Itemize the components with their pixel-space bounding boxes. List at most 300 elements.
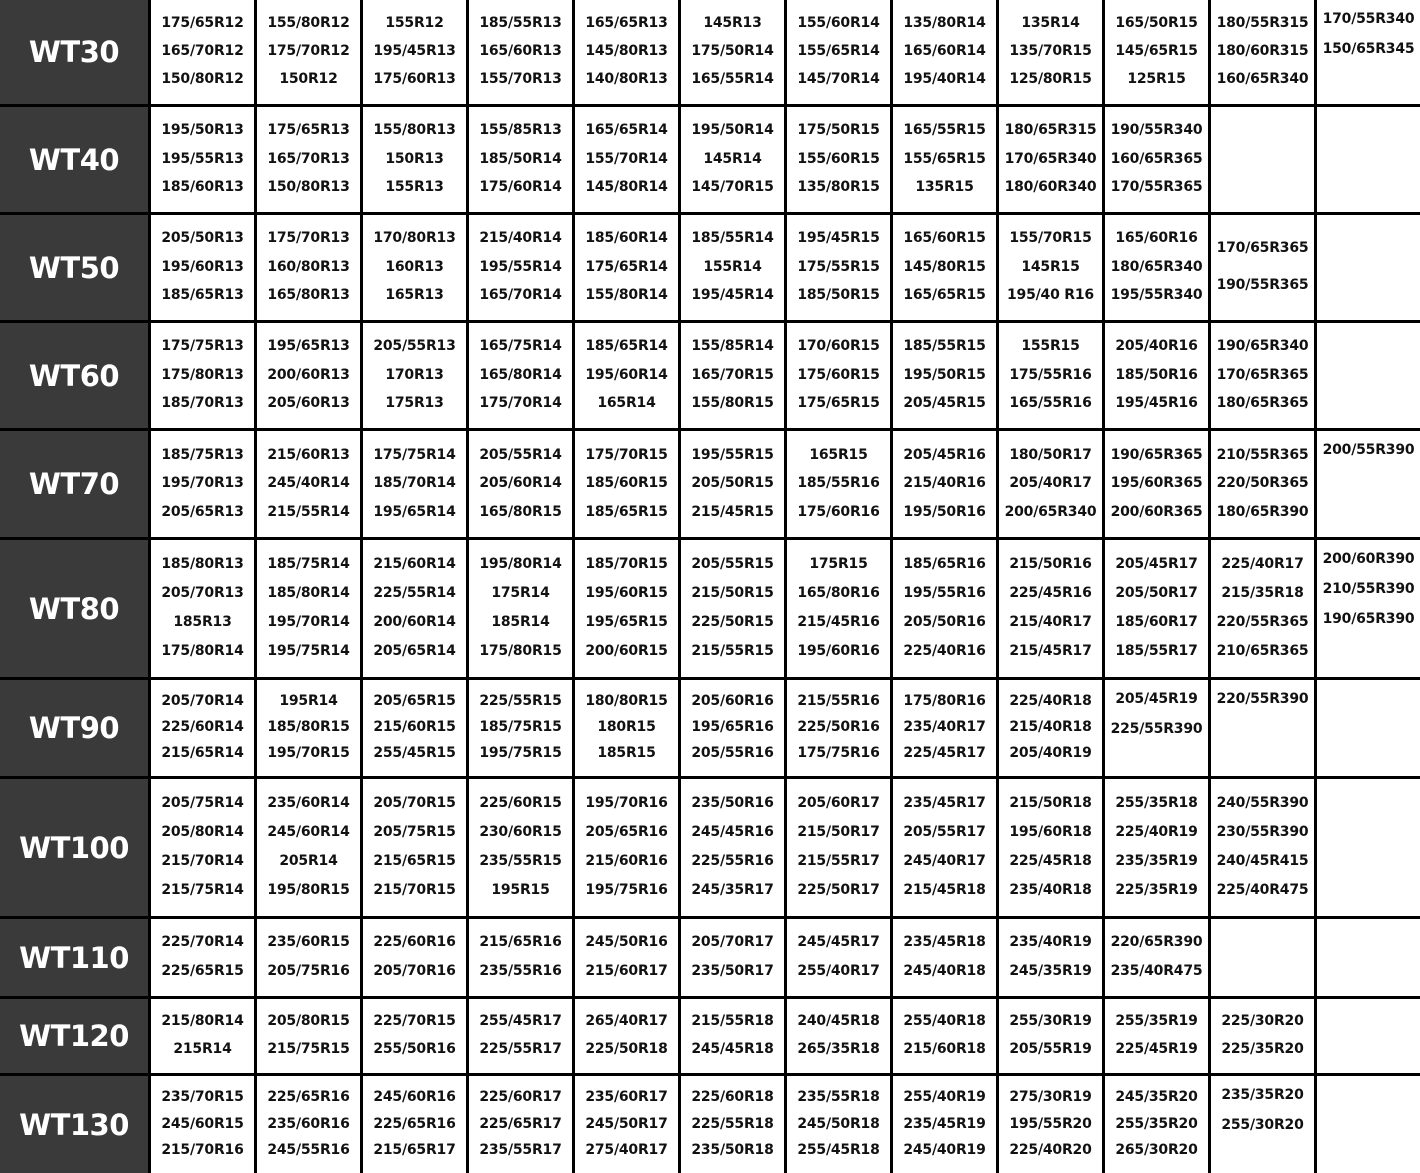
tire-size: 195/50R14 bbox=[691, 122, 774, 139]
size-cell bbox=[787, 107, 890, 212]
size-cell bbox=[999, 540, 1102, 677]
tire-size: 160/65R365 bbox=[1110, 150, 1203, 167]
tire-size: 170/80R13 bbox=[373, 230, 456, 247]
tire-size: 195/60R16 bbox=[797, 643, 880, 659]
tire-size: 125R15 bbox=[1127, 71, 1186, 87]
tire-size: 215/50R16 bbox=[1009, 556, 1092, 572]
tire-size: 170/60R15 bbox=[797, 338, 880, 355]
tire-size: 215/60R18 bbox=[903, 1040, 986, 1057]
tire-size: 195/55R14 bbox=[479, 258, 562, 275]
tire-size: 255/35R18 bbox=[1115, 795, 1198, 811]
tire-size: 185/60R13 bbox=[161, 178, 244, 195]
size-cell bbox=[787, 1076, 890, 1173]
size-cell bbox=[257, 680, 360, 776]
tire-size: 155/60R14 bbox=[797, 15, 880, 31]
tire-size: 175R14 bbox=[491, 585, 550, 601]
tire-size: 235/70R15 bbox=[161, 1089, 244, 1106]
tire-size: 185/55R13 bbox=[479, 15, 562, 31]
tire-size: 145R14 bbox=[703, 150, 762, 167]
size-cell bbox=[363, 323, 466, 428]
size-cell bbox=[999, 323, 1102, 428]
tire-size: 155/60R15 bbox=[797, 150, 880, 167]
tire-size: 195/65R13 bbox=[267, 338, 350, 355]
size-cell bbox=[151, 999, 254, 1073]
size-cell bbox=[151, 779, 254, 916]
tire-size: 205/50R13 bbox=[161, 230, 244, 247]
tire-size: 170R13 bbox=[385, 366, 444, 383]
tire-size: 235/40R17 bbox=[903, 719, 986, 735]
size-cell bbox=[363, 107, 466, 212]
tire-size: 210/65R365 bbox=[1216, 643, 1309, 659]
size-cell bbox=[469, 540, 572, 677]
tire-size: 215/60R15 bbox=[373, 719, 456, 735]
tire-size: 165/70R13 bbox=[267, 150, 350, 167]
tire-size: 205/45R15 bbox=[903, 394, 986, 411]
tire-size: 185/60R15 bbox=[585, 475, 668, 491]
tire-size: 245/60R15 bbox=[161, 1115, 244, 1132]
tire-size: 240/45R18 bbox=[797, 1013, 880, 1030]
tire-size: 145R13 bbox=[703, 15, 762, 31]
tire-size: 245/40R18 bbox=[903, 962, 986, 979]
size-cell bbox=[1105, 540, 1208, 677]
tire-size: 195/50R13 bbox=[161, 122, 244, 139]
size-cell bbox=[787, 919, 890, 996]
tire-size: 200/60R13 bbox=[267, 366, 350, 383]
tire-size: 195/70R16 bbox=[585, 795, 668, 811]
tire-size: 205/70R16 bbox=[373, 962, 456, 979]
tire-size: 160/80R13 bbox=[267, 258, 350, 275]
size-cell bbox=[151, 323, 254, 428]
tire-size: 185R13 bbox=[173, 614, 232, 630]
size-cell bbox=[151, 215, 254, 320]
tire-size: 230/60R15 bbox=[479, 824, 562, 840]
tire-size: 215/60R17 bbox=[585, 962, 668, 979]
tire-size: 185/50R16 bbox=[1115, 366, 1198, 383]
size-cell bbox=[469, 680, 572, 776]
tire-size: 215/60R14 bbox=[373, 556, 456, 572]
tire-size: 190/65R340 bbox=[1216, 338, 1309, 355]
tire-size: 255/35R19 bbox=[1115, 1013, 1198, 1030]
size-cell bbox=[681, 919, 784, 996]
tire-size: 175/70R15 bbox=[585, 446, 668, 463]
size-cell bbox=[257, 540, 360, 677]
tire-size: 190/55R340 bbox=[1110, 122, 1203, 139]
tire-size: 215/70R15 bbox=[373, 882, 456, 898]
tire-size: 195/70R13 bbox=[161, 475, 244, 491]
tire-size: 185/70R14 bbox=[373, 475, 456, 491]
tire-size: 275/40R17 bbox=[585, 1141, 668, 1158]
tire-size: 195/45R16 bbox=[1115, 394, 1198, 411]
tire-size: 195/70R15 bbox=[267, 745, 350, 761]
tire-size: 195R14 bbox=[279, 693, 338, 709]
tire-size: 165/55R15 bbox=[903, 122, 986, 139]
tire-size: 205/55R17 bbox=[903, 824, 986, 840]
tire-size: 190/65R390 bbox=[1322, 611, 1415, 627]
row-label: WT70 bbox=[0, 431, 148, 537]
tire-size: 205/75R14 bbox=[161, 795, 244, 811]
tire-size: 175/80R15 bbox=[479, 643, 562, 659]
size-cell bbox=[469, 107, 572, 212]
size-cell bbox=[469, 1076, 572, 1173]
tire-size: 175/70R12 bbox=[267, 43, 350, 59]
tire-size: 205/70R17 bbox=[691, 934, 774, 951]
tire-size: 235/45R17 bbox=[903, 795, 986, 811]
tire-size: 205/65R15 bbox=[373, 693, 456, 709]
tire-size: 255/40R17 bbox=[797, 962, 880, 979]
row-label: WT110 bbox=[0, 919, 148, 996]
size-cell bbox=[893, 215, 996, 320]
tire-size: 235/40R19 bbox=[1009, 934, 1092, 951]
size-cell bbox=[999, 999, 1102, 1073]
tire-size: 180/65R390 bbox=[1216, 503, 1309, 520]
tire-size: 225/45R17 bbox=[903, 745, 986, 761]
tire-size: 245/35R20 bbox=[1115, 1089, 1198, 1106]
tire-size: 255/50R16 bbox=[373, 1040, 456, 1057]
row-label: WT130 bbox=[0, 1076, 148, 1173]
tire-size: 205/40R19 bbox=[1009, 745, 1092, 761]
tire-size: 245/40R17 bbox=[903, 853, 986, 869]
size-cell bbox=[1317, 540, 1420, 677]
tire-size: 145R15 bbox=[1021, 258, 1080, 275]
size-cell bbox=[681, 999, 784, 1073]
tire-size: 245/40R19 bbox=[903, 1141, 986, 1158]
tire-size: 255/40R18 bbox=[903, 1013, 986, 1030]
size-cell bbox=[575, 1076, 678, 1173]
tire-size: 155R14 bbox=[703, 258, 762, 275]
row-label: WT120 bbox=[0, 999, 148, 1073]
tire-size: 225/45R18 bbox=[1009, 853, 1092, 869]
size-cell bbox=[893, 107, 996, 212]
tire-size: 175/80R16 bbox=[903, 693, 986, 709]
tire-size: 175/80R13 bbox=[161, 366, 244, 383]
tire-size: 215/55R18 bbox=[691, 1013, 774, 1030]
size-cell bbox=[363, 215, 466, 320]
tire-size: 215/75R15 bbox=[267, 1040, 350, 1057]
tire-size: 170/55R340 bbox=[1322, 11, 1415, 27]
size-cell bbox=[363, 680, 466, 776]
tire-size: 195/65R15 bbox=[585, 614, 668, 630]
size-cell bbox=[1105, 107, 1208, 212]
tire-size: 185/75R13 bbox=[161, 446, 244, 463]
size-cell bbox=[787, 540, 890, 677]
tire-size: 225/30R20 bbox=[1221, 1013, 1304, 1030]
tire-size: 165/60R15 bbox=[903, 230, 986, 247]
size-cell bbox=[1317, 0, 1420, 104]
tire-size: 165/55R16 bbox=[1009, 394, 1092, 411]
tire-size: 215/40R14 bbox=[479, 230, 562, 247]
size-cell bbox=[151, 1076, 254, 1173]
tire-size: 165/80R14 bbox=[479, 366, 562, 383]
size-cell bbox=[257, 431, 360, 537]
size-cell bbox=[1105, 431, 1208, 537]
tire-size: 195/65R16 bbox=[691, 719, 774, 735]
tire-size: 195/60R15 bbox=[585, 585, 668, 601]
tire-size: 225/60R17 bbox=[479, 1089, 562, 1106]
size-cell bbox=[1211, 919, 1314, 996]
tire-size: 205/70R14 bbox=[161, 693, 244, 709]
size-cell bbox=[363, 0, 466, 104]
tire-size: 185/55R17 bbox=[1115, 643, 1198, 659]
tire-size: 230/55R390 bbox=[1216, 824, 1309, 840]
tire-size: 185/50R15 bbox=[797, 286, 880, 303]
tire-size: 165/60R16 bbox=[1115, 230, 1198, 247]
size-cell bbox=[1317, 680, 1420, 776]
size-cell bbox=[575, 215, 678, 320]
tire-size: 160/65R340 bbox=[1216, 71, 1309, 87]
tire-size: 175/75R13 bbox=[161, 338, 244, 355]
tire-size: 215/55R15 bbox=[691, 643, 774, 659]
size-cell bbox=[1317, 779, 1420, 916]
tire-size: 205/70R13 bbox=[161, 585, 244, 601]
tire-size: 175/75R14 bbox=[373, 446, 456, 463]
tire-size: 175/80R14 bbox=[161, 643, 244, 659]
tire-size: 135R14 bbox=[1021, 15, 1080, 31]
tire-size: 195/55R15 bbox=[691, 446, 774, 463]
tire-size: 245/35R19 bbox=[1009, 962, 1092, 979]
tire-size: 235/55R17 bbox=[479, 1141, 562, 1158]
size-cell bbox=[787, 779, 890, 916]
size-cell bbox=[151, 540, 254, 677]
tire-size: 255/40R19 bbox=[903, 1089, 986, 1106]
size-cell bbox=[151, 919, 254, 996]
tire-size: 225/60R14 bbox=[161, 719, 244, 735]
size-cell bbox=[257, 779, 360, 916]
size-cell bbox=[363, 431, 466, 537]
tire-size: 180/55R315 bbox=[1216, 15, 1309, 31]
tire-size: 220/50R365 bbox=[1216, 475, 1309, 491]
tire-size: 220/65R390 bbox=[1110, 934, 1203, 951]
tire-size: 195/55R340 bbox=[1110, 286, 1203, 303]
tire-size: 245/55R16 bbox=[267, 1141, 350, 1158]
tire-size: 200/55R390 bbox=[1322, 442, 1415, 458]
size-cell bbox=[469, 919, 572, 996]
size-cell bbox=[681, 107, 784, 212]
tire-size: 165/60R13 bbox=[479, 43, 562, 59]
size-cell bbox=[151, 107, 254, 212]
size-cell bbox=[787, 215, 890, 320]
tire-size: 180/65R365 bbox=[1216, 394, 1309, 411]
tire-size: 185/65R13 bbox=[161, 286, 244, 303]
size-cell bbox=[893, 0, 996, 104]
tire-size: 165/55R14 bbox=[691, 71, 774, 87]
tire-size: 175/50R14 bbox=[691, 43, 774, 59]
tire-size: 265/35R18 bbox=[797, 1040, 880, 1057]
tire-size: 185/55R15 bbox=[903, 338, 986, 355]
tire-size: 195/45R15 bbox=[797, 230, 880, 247]
tire-size: 235/35R19 bbox=[1115, 853, 1198, 869]
tire-size: 205R14 bbox=[279, 853, 338, 869]
tire-size: 165/65R15 bbox=[903, 286, 986, 303]
tire-size: 225/55R18 bbox=[691, 1115, 774, 1132]
tire-size: 195/80R14 bbox=[479, 556, 562, 572]
tire-size: 215/60R16 bbox=[585, 853, 668, 869]
size-cell bbox=[575, 680, 678, 776]
size-cell bbox=[893, 1076, 996, 1173]
tire-size: 150/80R12 bbox=[161, 71, 244, 87]
tire-size: 185/60R17 bbox=[1115, 614, 1198, 630]
tire-size: 175/65R15 bbox=[797, 394, 880, 411]
tire-size: 255/30R20 bbox=[1221, 1117, 1304, 1133]
size-cell bbox=[893, 919, 996, 996]
tire-size: 155/70R14 bbox=[585, 150, 668, 167]
tire-size: 175/65R14 bbox=[585, 258, 668, 275]
row-label: WT100 bbox=[0, 779, 148, 916]
tire-size: 175R13 bbox=[385, 394, 444, 411]
tire-size: 235/45R19 bbox=[903, 1115, 986, 1132]
tire-size: 225/40R20 bbox=[1009, 1141, 1092, 1158]
tire-size: 235/40R18 bbox=[1009, 882, 1092, 898]
tire-size: 225/55R15 bbox=[479, 693, 562, 709]
tire-size: 205/75R15 bbox=[373, 824, 456, 840]
tire-size: 185/70R15 bbox=[585, 556, 668, 572]
tire-size: 165/75R14 bbox=[479, 338, 562, 355]
tire-size: 135R15 bbox=[915, 178, 974, 195]
tire-size: 175/60R14 bbox=[479, 178, 562, 195]
tire-size: 165R13 bbox=[385, 286, 444, 303]
tire-size: 235/45R18 bbox=[903, 934, 986, 951]
tire-size: 225/65R16 bbox=[373, 1115, 456, 1132]
size-cell bbox=[575, 919, 678, 996]
tire-size: 245/45R18 bbox=[691, 1040, 774, 1057]
tire-size: 195/55R20 bbox=[1009, 1115, 1092, 1132]
tire-size: 155/80R12 bbox=[267, 15, 350, 31]
tire-size: 225/65R16 bbox=[267, 1089, 350, 1106]
size-cell bbox=[1105, 779, 1208, 916]
size-cell bbox=[257, 0, 360, 104]
tire-size: 185/80R14 bbox=[267, 585, 350, 601]
tire-size: 205/50R17 bbox=[1115, 585, 1198, 601]
size-cell bbox=[1317, 107, 1420, 212]
tire-size: 185/65R16 bbox=[903, 556, 986, 572]
size-cell bbox=[681, 1076, 784, 1173]
tire-size: 235/55R18 bbox=[797, 1089, 880, 1106]
size-cell bbox=[787, 431, 890, 537]
tire-size: 145/70R14 bbox=[797, 71, 880, 87]
size-cell bbox=[1105, 1076, 1208, 1173]
size-cell bbox=[469, 779, 572, 916]
tire-size: 215/50R18 bbox=[1009, 795, 1092, 811]
size-cell bbox=[1105, 999, 1208, 1073]
tire-size: 200/60R15 bbox=[585, 643, 668, 659]
size-cell bbox=[681, 215, 784, 320]
tire-size: 175/55R16 bbox=[1009, 366, 1092, 383]
size-cell bbox=[1317, 323, 1420, 428]
row-label: WT90 bbox=[0, 680, 148, 776]
tire-size: 225/60R15 bbox=[479, 795, 562, 811]
size-cell bbox=[1211, 107, 1314, 212]
tire-size: 165/70R14 bbox=[479, 286, 562, 303]
tire-size: 145/80R14 bbox=[585, 178, 668, 195]
tire-size: 170/65R365 bbox=[1216, 239, 1309, 256]
tire-size: 255/45R15 bbox=[373, 745, 456, 761]
tire-size: 265/40R17 bbox=[585, 1013, 668, 1030]
size-cell bbox=[257, 999, 360, 1073]
tire-size: 165/60R14 bbox=[903, 43, 986, 59]
size-cell bbox=[151, 680, 254, 776]
tire-size: 195/55R13 bbox=[161, 150, 244, 167]
tire-size: 155/80R15 bbox=[691, 394, 774, 411]
tire-size: 155R13 bbox=[385, 178, 444, 195]
tire-size: 215/55R14 bbox=[267, 503, 350, 520]
tire-size: 205/60R14 bbox=[479, 475, 562, 491]
tire-size: 210/55R365 bbox=[1216, 446, 1309, 463]
tire-size: 165/65R13 bbox=[585, 15, 668, 31]
size-cell bbox=[893, 540, 996, 677]
size-cell bbox=[257, 107, 360, 212]
size-cell bbox=[575, 540, 678, 677]
size-cell bbox=[681, 0, 784, 104]
tire-size: 180/80R15 bbox=[585, 693, 668, 709]
size-cell bbox=[469, 999, 572, 1073]
tire-size: 175/50R15 bbox=[797, 122, 880, 139]
size-cell bbox=[681, 431, 784, 537]
tire-size: 235/50R17 bbox=[691, 962, 774, 979]
size-cell bbox=[893, 999, 996, 1073]
tire-size: 185/65R14 bbox=[585, 338, 668, 355]
size-cell bbox=[469, 215, 572, 320]
row-label: WT50 bbox=[0, 215, 148, 320]
tire-size: 185/55R14 bbox=[691, 230, 774, 247]
tire-size: 205/50R15 bbox=[691, 475, 774, 491]
tire-size: 215/55R16 bbox=[797, 693, 880, 709]
tire-size: 215/70R16 bbox=[161, 1141, 244, 1158]
tire-size: 185/75R14 bbox=[267, 556, 350, 572]
tire-size: 185/55R16 bbox=[797, 475, 880, 491]
tire-size: 175/60R15 bbox=[797, 366, 880, 383]
tire-size: 215/60R13 bbox=[267, 446, 350, 463]
tire-size: 225/35R19 bbox=[1115, 882, 1198, 898]
tire-size: 205/80R14 bbox=[161, 824, 244, 840]
tire-size: 195/40R14 bbox=[903, 71, 986, 87]
size-cell bbox=[1211, 779, 1314, 916]
tire-size: 205/45R19 bbox=[1115, 691, 1198, 707]
size-cell bbox=[893, 680, 996, 776]
size-cell bbox=[363, 540, 466, 677]
tire-size: 205/45R16 bbox=[903, 446, 986, 463]
tire-size: 165R14 bbox=[597, 394, 656, 411]
size-cell bbox=[999, 431, 1102, 537]
tire-size: 145/65R15 bbox=[1115, 43, 1198, 59]
tire-size: 160R13 bbox=[385, 258, 444, 275]
tire-size: 170/55R365 bbox=[1110, 178, 1203, 195]
tire-size: 150/80R13 bbox=[267, 178, 350, 195]
tire-size: 225/65R17 bbox=[479, 1115, 562, 1132]
tire-size: 245/50R18 bbox=[797, 1115, 880, 1132]
tire-size: 245/50R17 bbox=[585, 1115, 668, 1132]
tire-size: 155/65R14 bbox=[797, 43, 880, 59]
size-cell bbox=[787, 0, 890, 104]
size-cell bbox=[1105, 919, 1208, 996]
size-cell bbox=[999, 1076, 1102, 1173]
tire-size: 205/65R16 bbox=[585, 824, 668, 840]
tire-size: 225/45R19 bbox=[1115, 1040, 1198, 1057]
tire-size: 215/45R17 bbox=[1009, 643, 1092, 659]
tire-size: 225/55R16 bbox=[691, 853, 774, 869]
size-cell bbox=[363, 779, 466, 916]
tire-size: 205/80R15 bbox=[267, 1013, 350, 1030]
tire-size: 225/70R14 bbox=[161, 934, 244, 951]
size-cell bbox=[575, 0, 678, 104]
tire-size: 235/40R475 bbox=[1110, 962, 1203, 979]
size-cell bbox=[1317, 215, 1420, 320]
tire-size: 205/40R17 bbox=[1009, 475, 1092, 491]
tire-size: 205/40R16 bbox=[1115, 338, 1198, 355]
size-cell bbox=[1317, 919, 1420, 996]
tire-size: 235/35R20 bbox=[1221, 1087, 1304, 1103]
tire-size: 140/80R13 bbox=[585, 71, 668, 87]
size-cell bbox=[575, 779, 678, 916]
size-cell bbox=[469, 323, 572, 428]
